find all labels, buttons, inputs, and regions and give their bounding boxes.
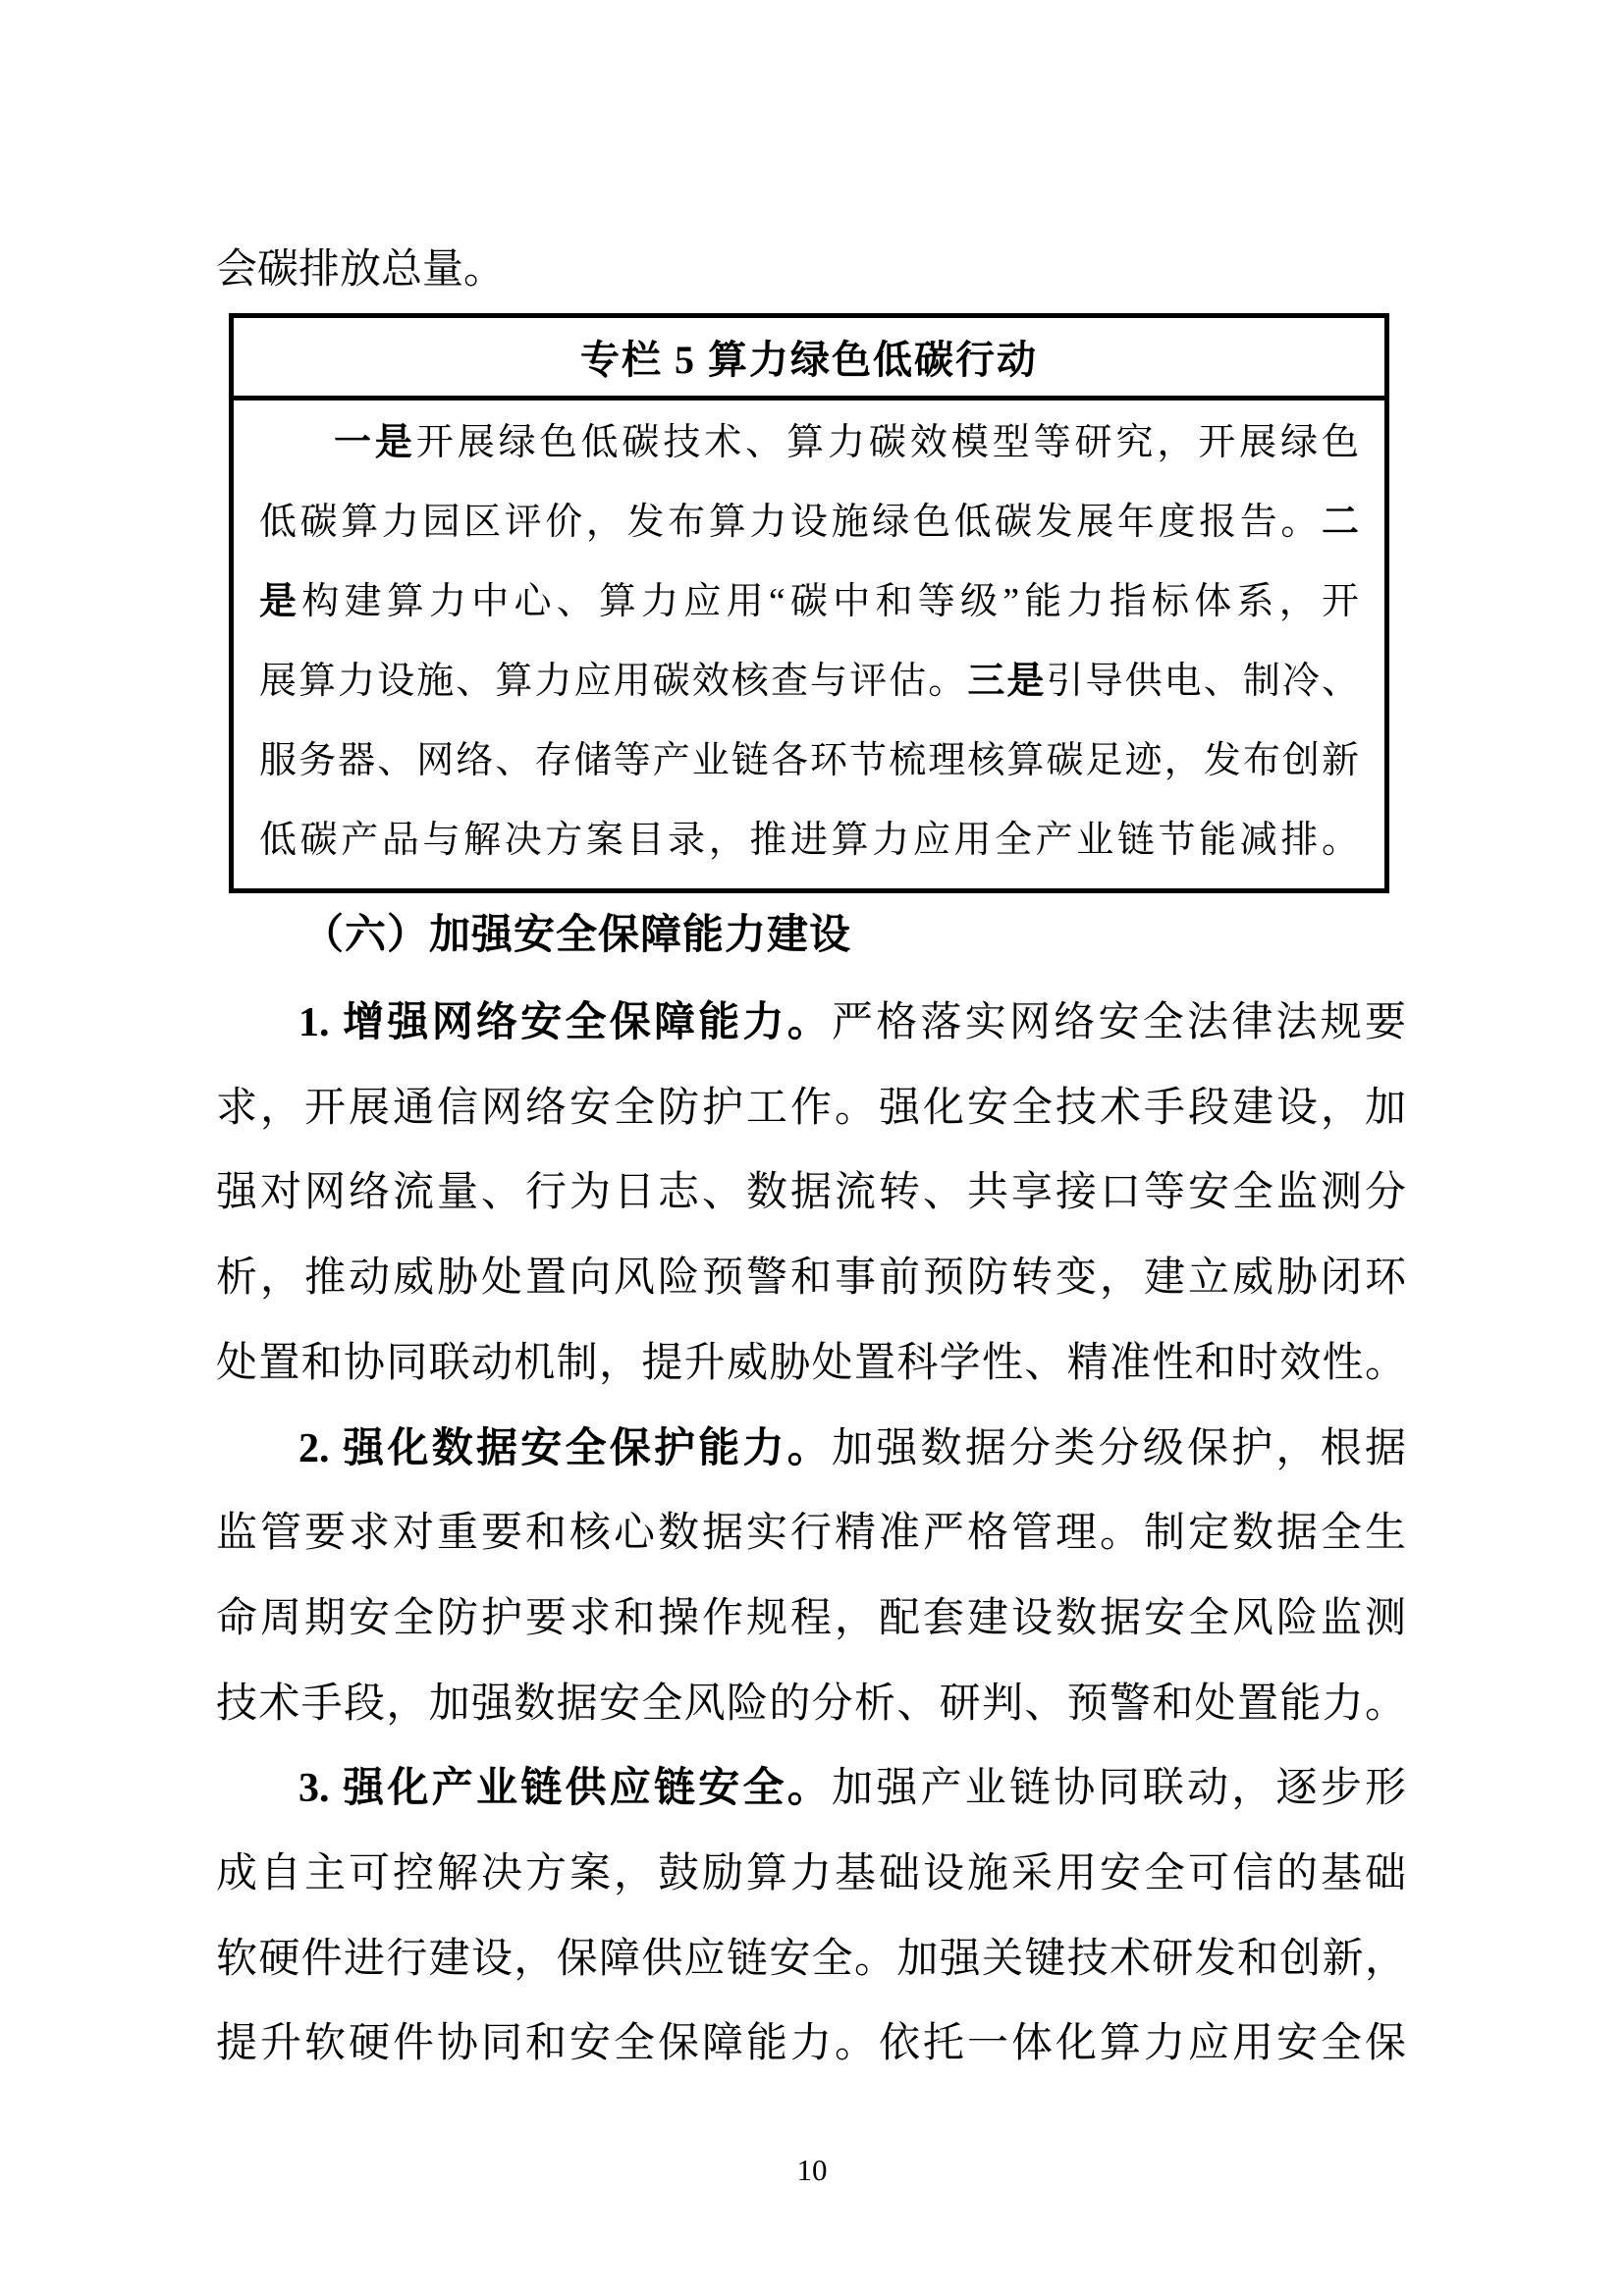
callout-box-title: 专栏 5 算力绿色低碳行动 <box>580 338 1038 382</box>
text-segment: 服务器、网络、存储等产业链各环节梳理核算碳足迹，发布创新 <box>259 740 1359 781</box>
bold-text-segment: 三是 <box>967 661 1047 702</box>
callout-box <box>229 313 1389 893</box>
callout-box-header <box>234 318 1384 400</box>
text-segment: 提升软硬件协同和安全保障能力。依托一体化算力应用安全保 <box>216 2021 1406 2067</box>
text-segment: 构建算力中心、算力应用“碳中和等级”能力指标体系，开 <box>301 581 1359 622</box>
body-text-line <box>216 1491 1406 1576</box>
text-segment: 求，开展通信网络安全防护工作。强化安全技术手段建设，加 <box>216 1085 1406 1131</box>
body-text-line <box>216 1832 1406 1917</box>
paragraph-continuation-line: 会碳排放总量。 <box>216 247 506 293</box>
text-segment: 软硬件进行建设，保障供应链安全。加强关键技术研发和创新， <box>216 1936 1406 1982</box>
page-number: 10 <box>796 2153 828 2187</box>
text-segment: 展算力设施、算力应用碳效核查与评估。 <box>259 661 968 702</box>
bold-text-segment: 2. 强化数据安全保护能力。 <box>298 1425 832 1471</box>
bold-text-segment: 1. 增强网络安全保障能力。 <box>298 1000 832 1045</box>
text-segment: 监管要求对重要和核心数据实行精准严格管理。制定数据全生 <box>216 1511 1406 1557</box>
callout-box-text-line <box>259 801 1359 881</box>
section-body <box>216 981 1406 2087</box>
body-text-line <box>216 1746 1406 1832</box>
body-text-line <box>216 1066 1406 1151</box>
callout-box-text-line <box>259 642 1359 721</box>
body-text-line <box>216 2002 1406 2087</box>
body-text-line <box>216 1662 1406 1747</box>
callout-box-text-line <box>259 403 1359 483</box>
body-text-line <box>216 981 1406 1066</box>
text-segment: 析，推动威胁处置向风险预警和事前预防转变，建立威胁闭环 <box>216 1255 1406 1302</box>
body-text-line <box>216 1917 1406 2002</box>
text-segment: 加强数据分类分级保护，根据 <box>832 1425 1406 1471</box>
text-segment: 引导供电、制冷、 <box>1046 661 1359 702</box>
body-text-line <box>216 1236 1406 1321</box>
text-segment: 处置和协同联动机制，提升威胁处置科学性、精准性和时效性。 <box>216 1340 1406 1386</box>
text-segment: 开展绿色低碳技术、算力碳效模型等研究，开展绿色 <box>415 422 1359 463</box>
text-segment: 技术手段，加强数据安全风险的分析、研判、预警和处置能力。 <box>216 1681 1406 1727</box>
text-segment: 加强产业链协同联动，逐步形 <box>832 1766 1406 1812</box>
text-segment: 低碳算力园区评价，发布算力设施绿色低碳发展年度报告。 <box>259 502 1322 543</box>
text-segment: 命周期安全防护要求和操作规程，配套建设数据安全风险监测 <box>216 1595 1406 1641</box>
body-text-line <box>216 1576 1406 1662</box>
bold-text-segment: 二 <box>1321 502 1359 543</box>
text-segment: 成自主可控解决方案，鼓励算力基础设施采用安全可信的基础 <box>216 1851 1406 1897</box>
bold-text-segment: 3. 强化产业链供应链安全。 <box>298 1766 832 1812</box>
section-heading: （六）加强安全保障能力建设 <box>302 913 852 958</box>
bold-text-segment: 是 <box>259 581 302 622</box>
callout-box-text-line <box>259 721 1359 801</box>
text-segment: 强对网络流量、行为日志、数据流转、共享接口等安全监测分 <box>216 1170 1406 1216</box>
body-text-line <box>216 1150 1406 1236</box>
callout-box-text-line <box>259 483 1359 562</box>
bold-text-segment: 一是 <box>334 422 416 463</box>
callout-box-text-line <box>259 562 1359 642</box>
body-text-line <box>216 1407 1406 1492</box>
callout-box-body <box>234 400 1384 888</box>
text-segment: 严格落实网络安全法律法规要 <box>832 1000 1406 1045</box>
body-text-line <box>216 1321 1406 1407</box>
text-segment: 低碳产品与解决方案目录，推进算力应用全产业链节能减排。 <box>259 820 1359 861</box>
